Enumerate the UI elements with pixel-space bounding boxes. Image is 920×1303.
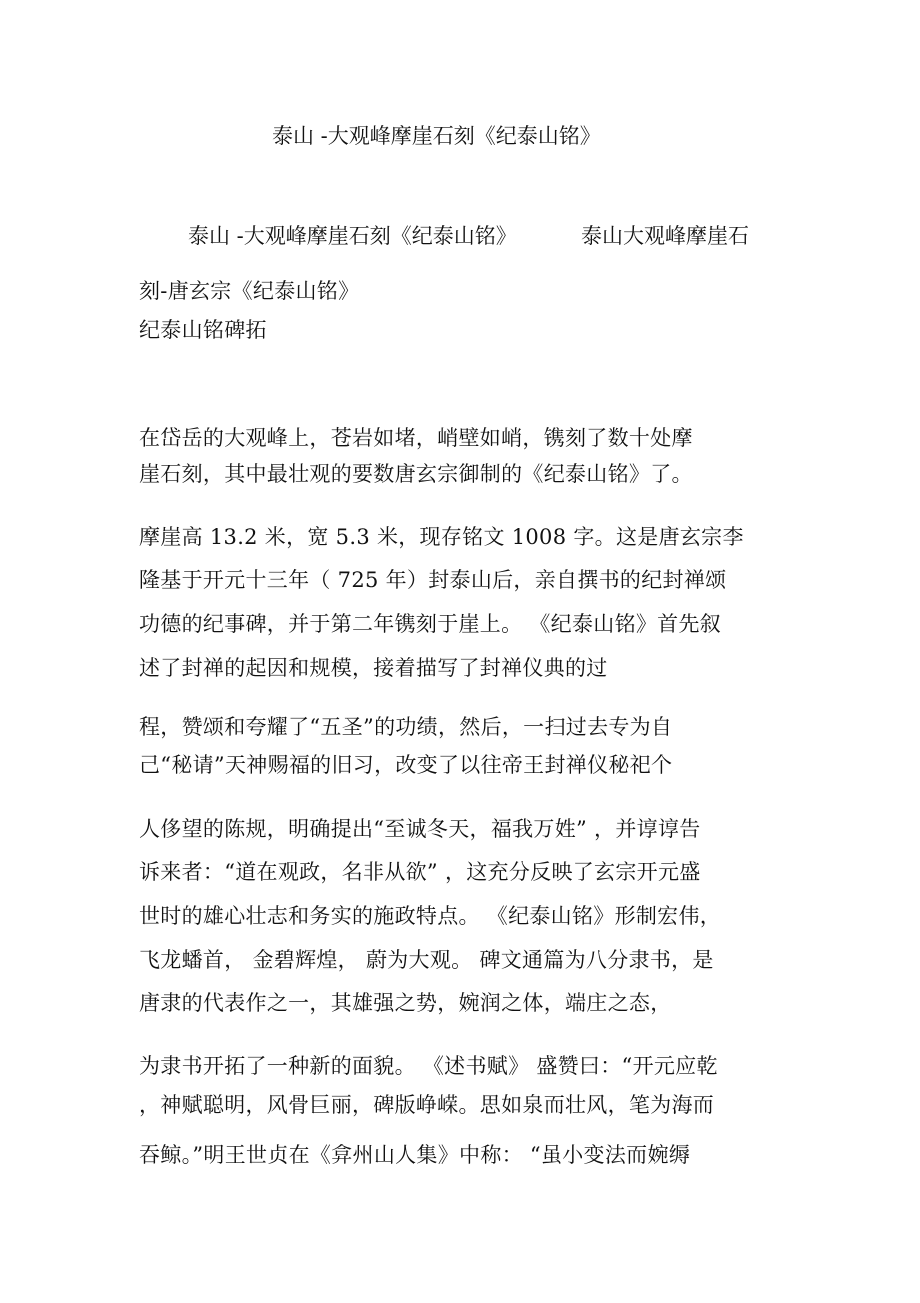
text-line: 崖石刻，其中最壮观的要数唐玄宗御制的《纪泰山铭》了。 xyxy=(139,462,693,486)
text-line: 在岱岳的大观峰上，苍岩如堵，峭壁如峭，镌刻了数十处摩 xyxy=(139,426,693,450)
text-line: 摩崖高 13.2 米，宽 5.3 米，现存铭文 1008 字。这是唐玄宗李 xyxy=(139,525,744,549)
text-line: 飞龙蟠首， 金碧辉煌， 蔚为大观。 碑文通篇为八分隶书，是 xyxy=(139,948,714,972)
text-line: 述了封禅的起因和规模，接着描写了封禅仪典的过 xyxy=(139,656,608,680)
page-title: 泰山 -大观峰摩崖石刻《纪泰山铭》 xyxy=(272,124,601,148)
subheading-left: 泰山 -大观峰摩崖石刻《纪泰山铭》 xyxy=(188,224,517,248)
text-line: 唐隶的代表作之一，其雄强之势，婉润之体，端庄之态， xyxy=(139,991,672,1015)
text-line: 刻-唐玄宗《纪泰山铭》 xyxy=(139,279,360,303)
text-line: 为隶书开拓了一种新的面貌。 《述书赋》 盛赞曰：“开元应乾 xyxy=(139,1054,718,1078)
text-line: 人侈望的陈规，明确提出“至诚冬天，福我万姓” ，并谆谆告 xyxy=(139,817,701,841)
text-line: 功德的纪事碑，并于第二年镌刻于崖上。 《纪泰山铭》首先叙 xyxy=(139,612,722,636)
subheading-right: 泰山大观峰摩崖石 xyxy=(581,224,749,248)
text-line: ，神赋聪明，风骨巨丽，碑版峥嵘。思如泉而壮风，笔为海而 xyxy=(139,1093,715,1117)
text-line: 己“秘请”天神赐福的旧习，改变了以往帝王封禅仪秘祀个 xyxy=(139,753,673,777)
text-line: 吞鲸。”明王世贞在《弇州山人集》中称： “虽小变法而婉缛 xyxy=(139,1143,691,1167)
text-line: 程，赞颂和夸耀了“五圣”的功绩，然后，一扫过去专为自 xyxy=(139,715,673,739)
text-line: 隆基于开元十三年（ 725 年）封泰山后，亲自撰书的纪封禅颂 xyxy=(139,568,727,592)
text-line: 世时的雄心壮志和务实的施政特点。 《纪泰山铭》形制宏伟， xyxy=(139,904,722,928)
text-line: 纪泰山铭碑拓 xyxy=(139,318,267,342)
text-line: 诉来者：“道在观政，名非从欲” ，这充分反映了玄宗开元盛 xyxy=(139,860,701,884)
